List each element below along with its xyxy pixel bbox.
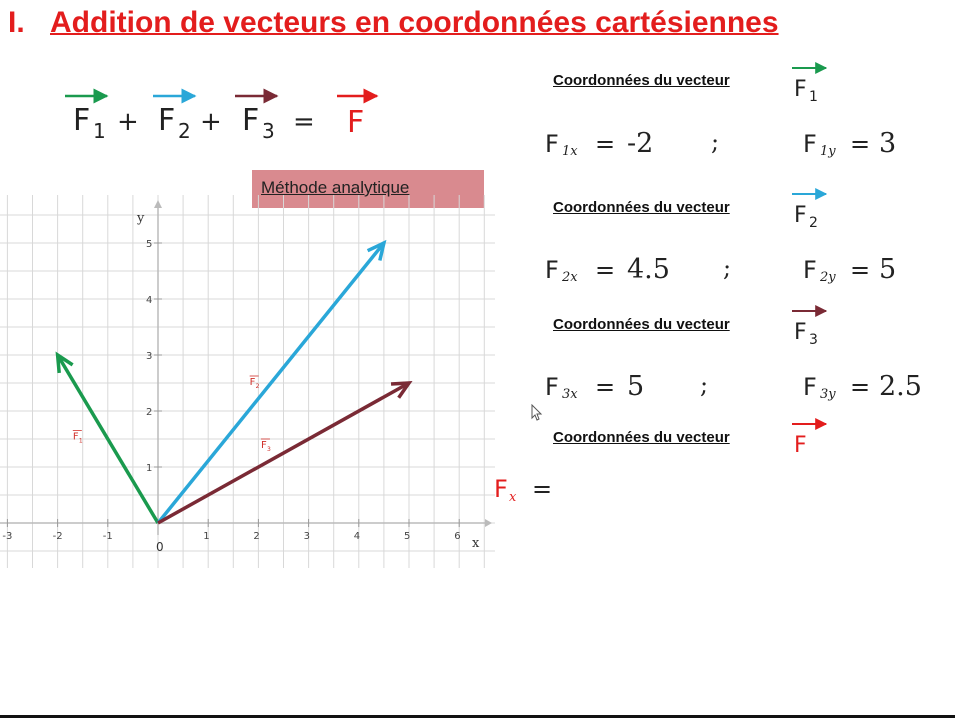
f2x-eq: =	[595, 256, 616, 284]
y-axis-arrow-icon	[154, 200, 162, 208]
y-tick-label: 2	[146, 407, 153, 418]
coord-vec-3	[786, 301, 836, 349]
y-tick-label: 3	[146, 351, 153, 362]
vector-f3-label-sub: 3	[266, 446, 271, 453]
f1x-eq: =	[595, 130, 616, 158]
y-tick-label: 5	[146, 239, 153, 250]
x-tick-label: 3	[303, 531, 310, 542]
y-tick-label: 1	[146, 463, 153, 474]
coord-values-1	[545, 126, 925, 166]
eq-plus-2: +	[200, 107, 222, 137]
x-axis-label: x	[472, 536, 480, 551]
f3y-value: 2.5	[879, 371, 922, 402]
f1x-value: -2	[627, 128, 654, 159]
f2y-sub: 2y	[820, 270, 836, 285]
f2x-value: 4.5	[627, 254, 670, 285]
vector-f1-label: F	[72, 431, 79, 443]
f2x-letter: F	[545, 256, 559, 284]
graph-axes	[0, 200, 492, 554]
eq-equals: =	[293, 107, 315, 137]
origin-label: 0	[156, 540, 164, 554]
fx-result-sub: x	[509, 490, 517, 505]
f1y-sub: 1y	[820, 144, 836, 159]
f3x-value: 5	[627, 371, 645, 402]
f3x-letter: F	[545, 373, 559, 401]
eq-term-f3: F	[242, 103, 260, 138]
f3x-eq: =	[595, 373, 616, 401]
f1y-eq: =	[850, 130, 871, 158]
vector-graph	[0, 190, 500, 570]
x-axis-arrow-icon	[485, 519, 492, 527]
eq-plus-1: +	[117, 107, 139, 137]
coord-vec-result-letter: F	[794, 433, 807, 458]
coord-vec-3-letter: F	[794, 320, 807, 345]
coord-vec-1-sub: 1	[809, 89, 818, 105]
row2-semicolon: ;	[723, 254, 732, 282]
coord-heading-result: Coordonnées du vecteur	[553, 429, 730, 446]
x-tick-label: -2	[52, 531, 63, 542]
eq-sub-f3: 3	[262, 119, 275, 143]
vector-f3-label: F	[260, 440, 267, 451]
eq-term-f1: F	[73, 103, 91, 138]
vector-f1-label-sub: 1	[78, 437, 83, 445]
x-tick-label: 1	[203, 531, 210, 542]
method-label: Méthode analytique	[261, 178, 410, 197]
coord-vec-result	[786, 414, 836, 458]
x-tick-label: 2	[253, 531, 260, 542]
y-tick-label: 4	[146, 295, 153, 306]
f2y-letter: F	[803, 256, 817, 284]
graph-ticks	[2, 239, 460, 542]
f2y-value: 5	[879, 254, 897, 285]
f1y-letter: F	[803, 130, 817, 158]
coord-vec-2-letter: F	[794, 203, 807, 228]
eq-term-f2: F	[158, 103, 176, 138]
x-tick-label: 5	[404, 531, 411, 542]
fx-result-letter: F	[494, 475, 508, 503]
vector-f2-label: F	[249, 377, 256, 388]
eq-sub-f1: 1	[93, 119, 106, 143]
title-text: Addition de vecteurs en coordonnées cartésiennes	[50, 6, 779, 39]
f3y-letter: F	[803, 373, 817, 401]
vector-f2-label-sub: 2	[255, 383, 260, 390]
coord-vec-1-letter: F	[794, 77, 807, 102]
coord-heading-1: Coordonnées du vecteur	[553, 72, 730, 89]
f1x-letter: F	[545, 130, 559, 158]
eq-sub-f2: 2	[178, 119, 191, 143]
mouse-cursor-icon	[531, 404, 543, 422]
f2y-eq: =	[850, 256, 871, 284]
eq-result: F	[347, 105, 365, 140]
coord-heading-2: Coordonnées du vecteur	[553, 199, 730, 216]
f3y-eq: =	[850, 373, 871, 401]
coord-vec-1	[786, 58, 836, 106]
fx-result-expression	[494, 473, 564, 513]
f2x-sub: 2x	[562, 270, 578, 285]
page-title	[0, 0, 955, 50]
f1y-value: 3	[879, 128, 897, 159]
f3y-sub: 3y	[820, 387, 836, 402]
vector-sum-equation	[55, 80, 395, 150]
x-tick-label: -1	[102, 531, 113, 542]
y-axis-label: y	[137, 211, 145, 226]
coord-heading-3: Coordonnées du vecteur	[553, 316, 730, 333]
title-number: I.	[8, 6, 25, 39]
coord-vec-2	[786, 184, 836, 232]
fx-result-eq: =	[532, 475, 553, 503]
coord-values-2	[545, 252, 925, 292]
coord-vec-3-sub: 3	[809, 332, 818, 348]
x-tick-label: 6	[454, 531, 461, 542]
coord-vec-2-sub: 2	[809, 215, 818, 231]
f3x-sub: 3x	[562, 387, 578, 402]
f1x-sub: 1x	[562, 144, 578, 159]
x-tick-label: 4	[353, 531, 361, 542]
row1-semicolon: ;	[711, 128, 720, 156]
x-tick-label: -3	[2, 531, 13, 542]
row3-semicolon: ;	[700, 371, 709, 399]
coord-values-3	[545, 369, 945, 409]
bottom-border	[0, 715, 955, 718]
